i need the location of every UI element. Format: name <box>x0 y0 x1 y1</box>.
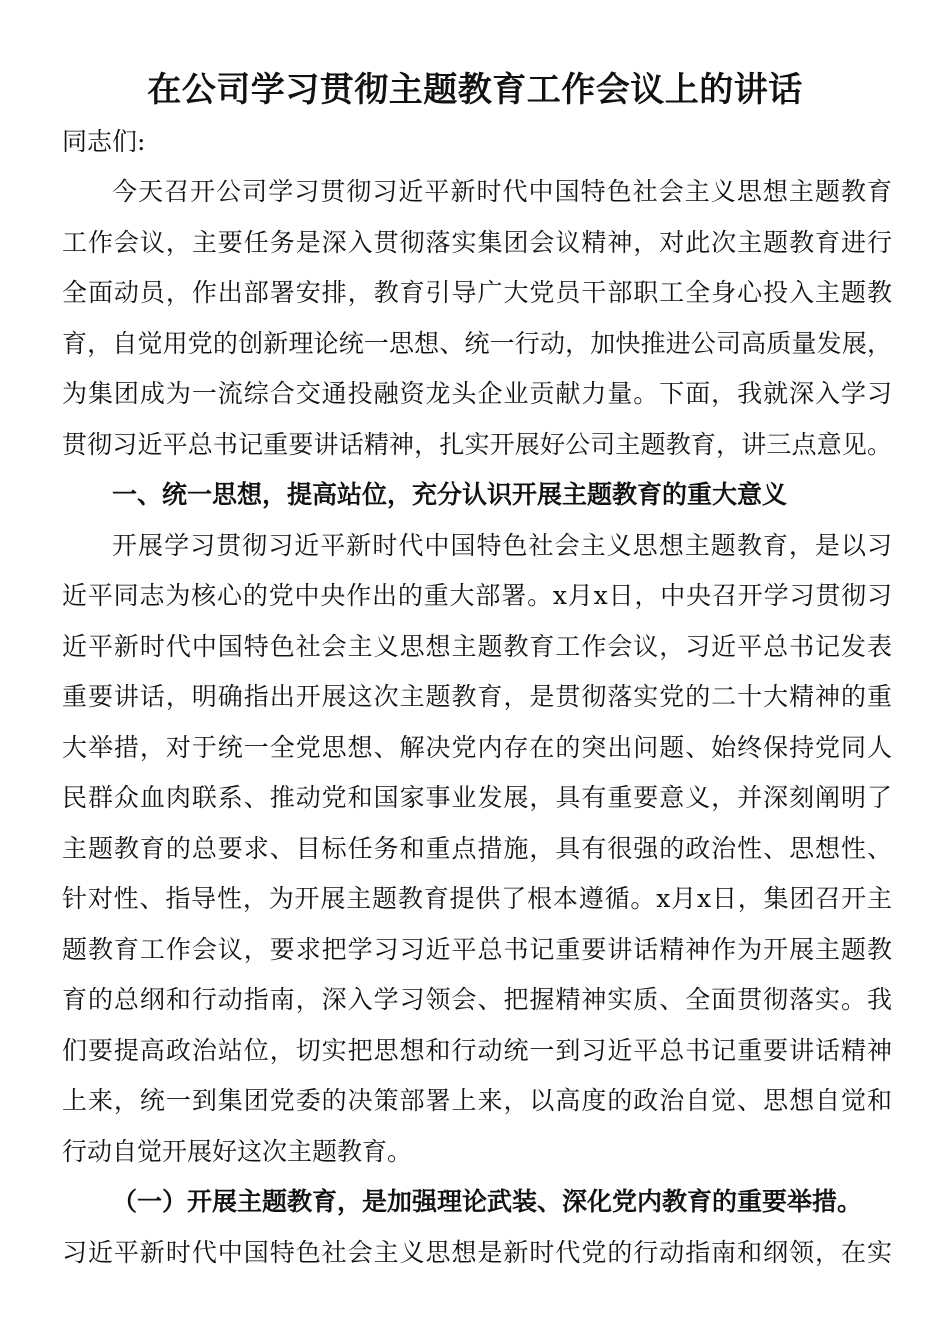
body-line: 近平同志为核心的党中央作出的重大部署。x月x日，中央召开学习贯彻习 <box>62 581 892 610</box>
body-line: 上来，统一到集团党委的决策部署上来，以高度的政治自觉、思想自觉和 <box>62 1086 892 1115</box>
body-line: 开展学习贯彻习近平新时代中国特色社会主义思想主题教育，是以习 <box>112 531 892 560</box>
body-line: 育的总纲和行动指南，深入学习领会、把握精神实质、全面贯彻落实。我 <box>62 985 892 1014</box>
body-line: 工作会议，主要任务是深入贯彻落实集团会议精神，对此次主题教育进行 <box>62 228 892 257</box>
document-title: 在公司学习贯彻主题教育工作会议上的讲话 <box>147 70 803 110</box>
body-line: 主题教育的总要求、目标任务和重点措施，具有很强的政治性、思想性、 <box>62 834 892 863</box>
section-heading: 一、统一思想，提高站位，充分认识开展主题教育的重大意义 <box>112 480 788 509</box>
body-line: 今天召开公司学习贯彻习近平新时代中国特色社会主义思想主题教育 <box>112 177 892 206</box>
body-line: 民群众血肉联系、推动党和国家事业发展，具有重要意义，并深刻阐明了 <box>62 783 892 812</box>
body-line: 们要提高政治站位，切实把思想和行动统一到习近平总书记重要讲话精神 <box>62 1036 892 1065</box>
body-line: 题教育工作会议，要求把学习习近平总书记重要讲话精神作为开展主题教 <box>62 935 892 964</box>
body-line: 为集团成为一流综合交通投融资龙头企业贡献力量。下面，我就深入学习 <box>62 379 892 408</box>
subsection-heading: （一）开展主题教育，是加强理论武装、深化党内教育的重要举措。 <box>112 1187 863 1216</box>
body-line: 贯彻习近平总书记重要讲话精神，扎实开展好公司主题教育，讲三点意见。 <box>62 430 892 459</box>
body-line: 近平新时代中国特色社会主义思想主题教育工作会议，习近平总书记发表 <box>62 632 892 661</box>
body-line: 育，自觉用党的创新理论统一思想、统一行动，加快推进公司高质量发展， <box>62 329 892 358</box>
body-line: 全面动员，作出部署安排，教育引导广大党员干部职工全身心投入主题教 <box>62 278 892 307</box>
salutation: 同志们: <box>62 127 146 156</box>
body-line: 针对性、指导性，为开展主题教育提供了根本遵循。x月x日，集团召开主 <box>62 884 892 913</box>
body-line: 习近平新时代中国特色社会主义思想是新时代党的行动指南和纲领，在实 <box>62 1238 892 1267</box>
body-line: 大举措，对于统一全党思想、解决党内存在的突出问题、始终保持党同人 <box>62 733 892 762</box>
body-line: 重要讲话，明确指出开展这次主题教育，是贯彻落实党的二十大精神的重 <box>62 682 892 711</box>
body-line: 行动自觉开展好这次主题教育。 <box>62 1137 413 1166</box>
